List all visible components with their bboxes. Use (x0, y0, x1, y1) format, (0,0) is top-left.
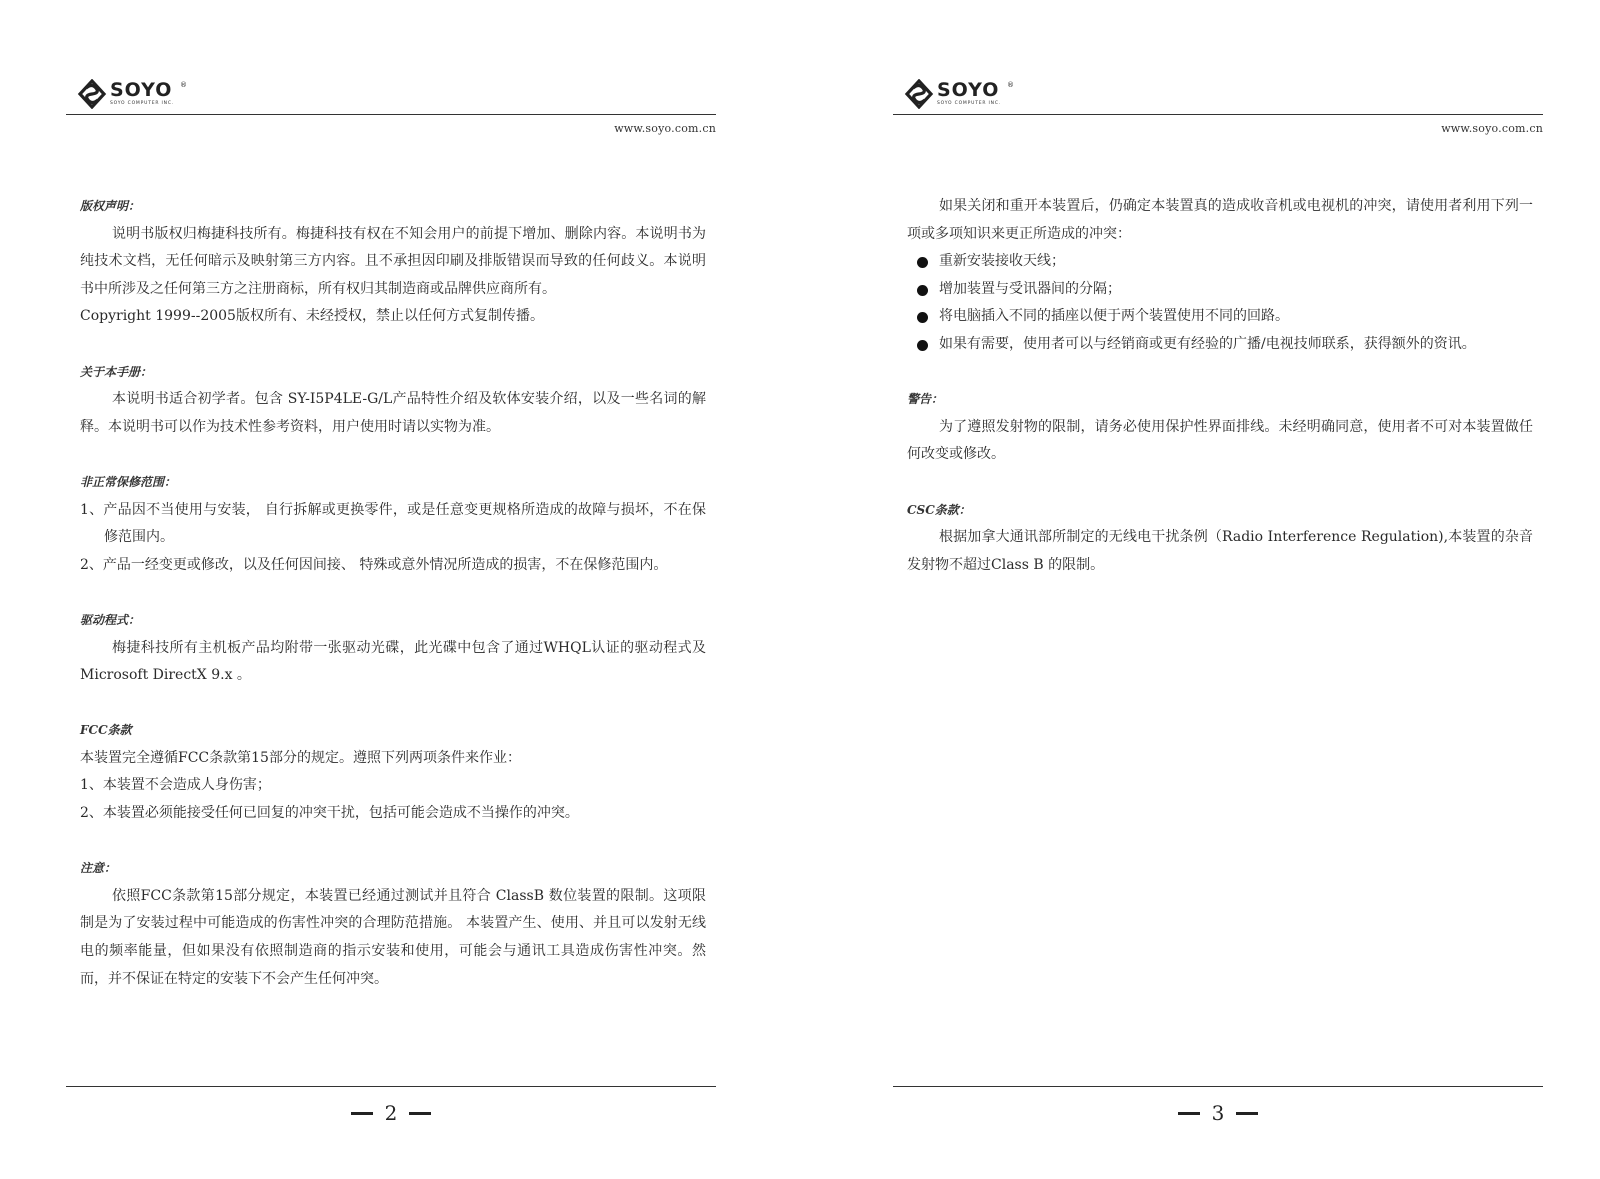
page-number (66, 1103, 716, 1123)
bullet-item: 将电脑插入不同的插座以便于两个装置使用不同的回路。 (907, 303, 1533, 331)
registered-mark: ® (180, 81, 187, 89)
about-title: 关于本手册： (80, 364, 153, 379)
fcc-title: FCC条款 (80, 723, 132, 738)
right-content (907, 193, 1533, 579)
warning-paragraph: 为了遵照发射物的限制，请务必使用保护性界面排线。未经明确同意，使用者不可对本装置做任何改变或修改。 (907, 418, 1533, 463)
fcc-line: 2、本装置必须能接受任何已回复的冲突干扰，包括可能会造成不当操作的冲突。 (80, 805, 579, 822)
footer-rule (893, 1086, 1543, 1087)
header-rule (893, 114, 1543, 115)
bullet-item: 如果有需要，使用者可以与经销商或更有经验的广播/电视技师联系，获得额外的资讯。 (907, 331, 1533, 359)
about-paragraph: 本说明书适合初学者。包含 SY-I5P4LE-G/L产品特性介绍及软体安装介绍，以及一些名词的解释。本说明书可以作为技术性参考资料，用户使用时请以实物为准。 (80, 391, 706, 435)
intro-paragraph: 如果关闭和重开本装置后，仍确定本装置真的造成收音机或电视机的冲突，请使用者利用下列一项或多项知识来更正所造成的冲突： (907, 198, 1533, 242)
bullet-item: 重新安装接收天线； (907, 248, 1533, 276)
footer-rule (66, 1086, 716, 1087)
registered-mark: ® (1007, 81, 1014, 89)
soyo-logo (76, 79, 187, 109)
warning-title: 警告： (907, 392, 944, 407)
bullet-dot-icon (917, 340, 928, 351)
left-content (80, 193, 706, 993)
copyright-title: 版权声明： (80, 199, 141, 213)
page-number-dash (351, 1112, 373, 1115)
soyo-emblem-icon (76, 79, 108, 109)
soyo-emblem-icon (903, 79, 935, 109)
copyright-paragraph: 说明书版权归梅捷科技所有。梅捷科技有权在不知会用户的前提下增加、删除内容。本说明书为纯技术文档，无任何暗示及映射第三方内容。且不承担因印刷及排版错误而导致的任何歧义。本说明书中所涉及之任何第三方之注册商标，所有权归其制造商或品牌供应商所有。 (80, 225, 706, 297)
page-number (893, 1103, 1543, 1123)
right-page (893, 0, 1543, 1179)
warranty-title: 非正常保修范围： (80, 474, 177, 489)
page-number-dash (1178, 1112, 1200, 1115)
website-url: www.soyo.com.cn (614, 122, 716, 135)
logo-wordmark: SOYO (937, 79, 1000, 101)
note-paragraph: 依照FCC条款第15部分规定，本装置已经通过测试并且符合 ClassB 数位装置的限制。这项限制是为了安装过程中可能造成的伤害性冲突的合理防范措施。 本装置产生、使用、并且可以发射无线电的频率能量，但如果没有依照制造商的指示安装和使用，可能会与通讯工具造成伤害性冲突。然而，并不保证在特定的安装下不会产生任何冲突。 (80, 887, 706, 987)
header-rule (66, 114, 716, 115)
page-number-value: 2 (384, 1101, 398, 1125)
warranty-item: 1、产品因不当使用与安装， 自行拆解或更换零件，或是任意变更规格所造成的故障与损坏，不在保修范围内。 (80, 501, 706, 546)
note-title: 注意： (80, 861, 117, 876)
website-url: www.soyo.com.cn (1441, 122, 1543, 135)
logo-wordmark: SOYO (110, 79, 173, 101)
logo-subtitle: SOYO COMPUTER INC. (110, 101, 175, 106)
driver-paragraph: 梅捷科技所有主机板产品均附带一张驱动光碟，此光碟中包含了通过WHQL认证的驱动程式及Microsoft DirectX 9.x 。 (80, 639, 706, 684)
bullet-item: 增加装置与受讯器间的分隔； (907, 276, 1533, 304)
csc-paragraph: 根据加拿大通讯部所制定的无线电干扰条例（Radio Interference Regulation),本装置的杂音发射物不超过Class B 的限制。 (907, 529, 1533, 573)
bullet-dot-icon (917, 312, 928, 323)
fcc-line: 本装置完全遵循FCC条款第15部分的规定。遵照下列两项条件来作业： (80, 749, 521, 766)
left-page (66, 0, 716, 1179)
page-number-dash (1236, 1112, 1258, 1115)
page-number-dash (409, 1112, 431, 1115)
csc-title: CSC条款： (907, 502, 971, 517)
soyo-logo (903, 79, 1014, 109)
fcc-line: 1、本装置不会造成人身伤害； (80, 777, 271, 794)
logo-subtitle: SOYO COMPUTER INC. (937, 101, 1002, 106)
warranty-item: 2、产品一经变更或修改，以及任何因间接、 特殊或意外情况所造成的损害，不在保修范围内。 (80, 556, 668, 573)
copyright-line: Copyright 1999--2005版权所有、未经授权，禁止以任何方式复制传播。 (80, 308, 544, 325)
page-number-value: 3 (1211, 1101, 1225, 1125)
bullet-dot-icon (917, 285, 928, 296)
driver-title: 驱动程式： (80, 612, 141, 627)
bullet-dot-icon (917, 257, 928, 268)
